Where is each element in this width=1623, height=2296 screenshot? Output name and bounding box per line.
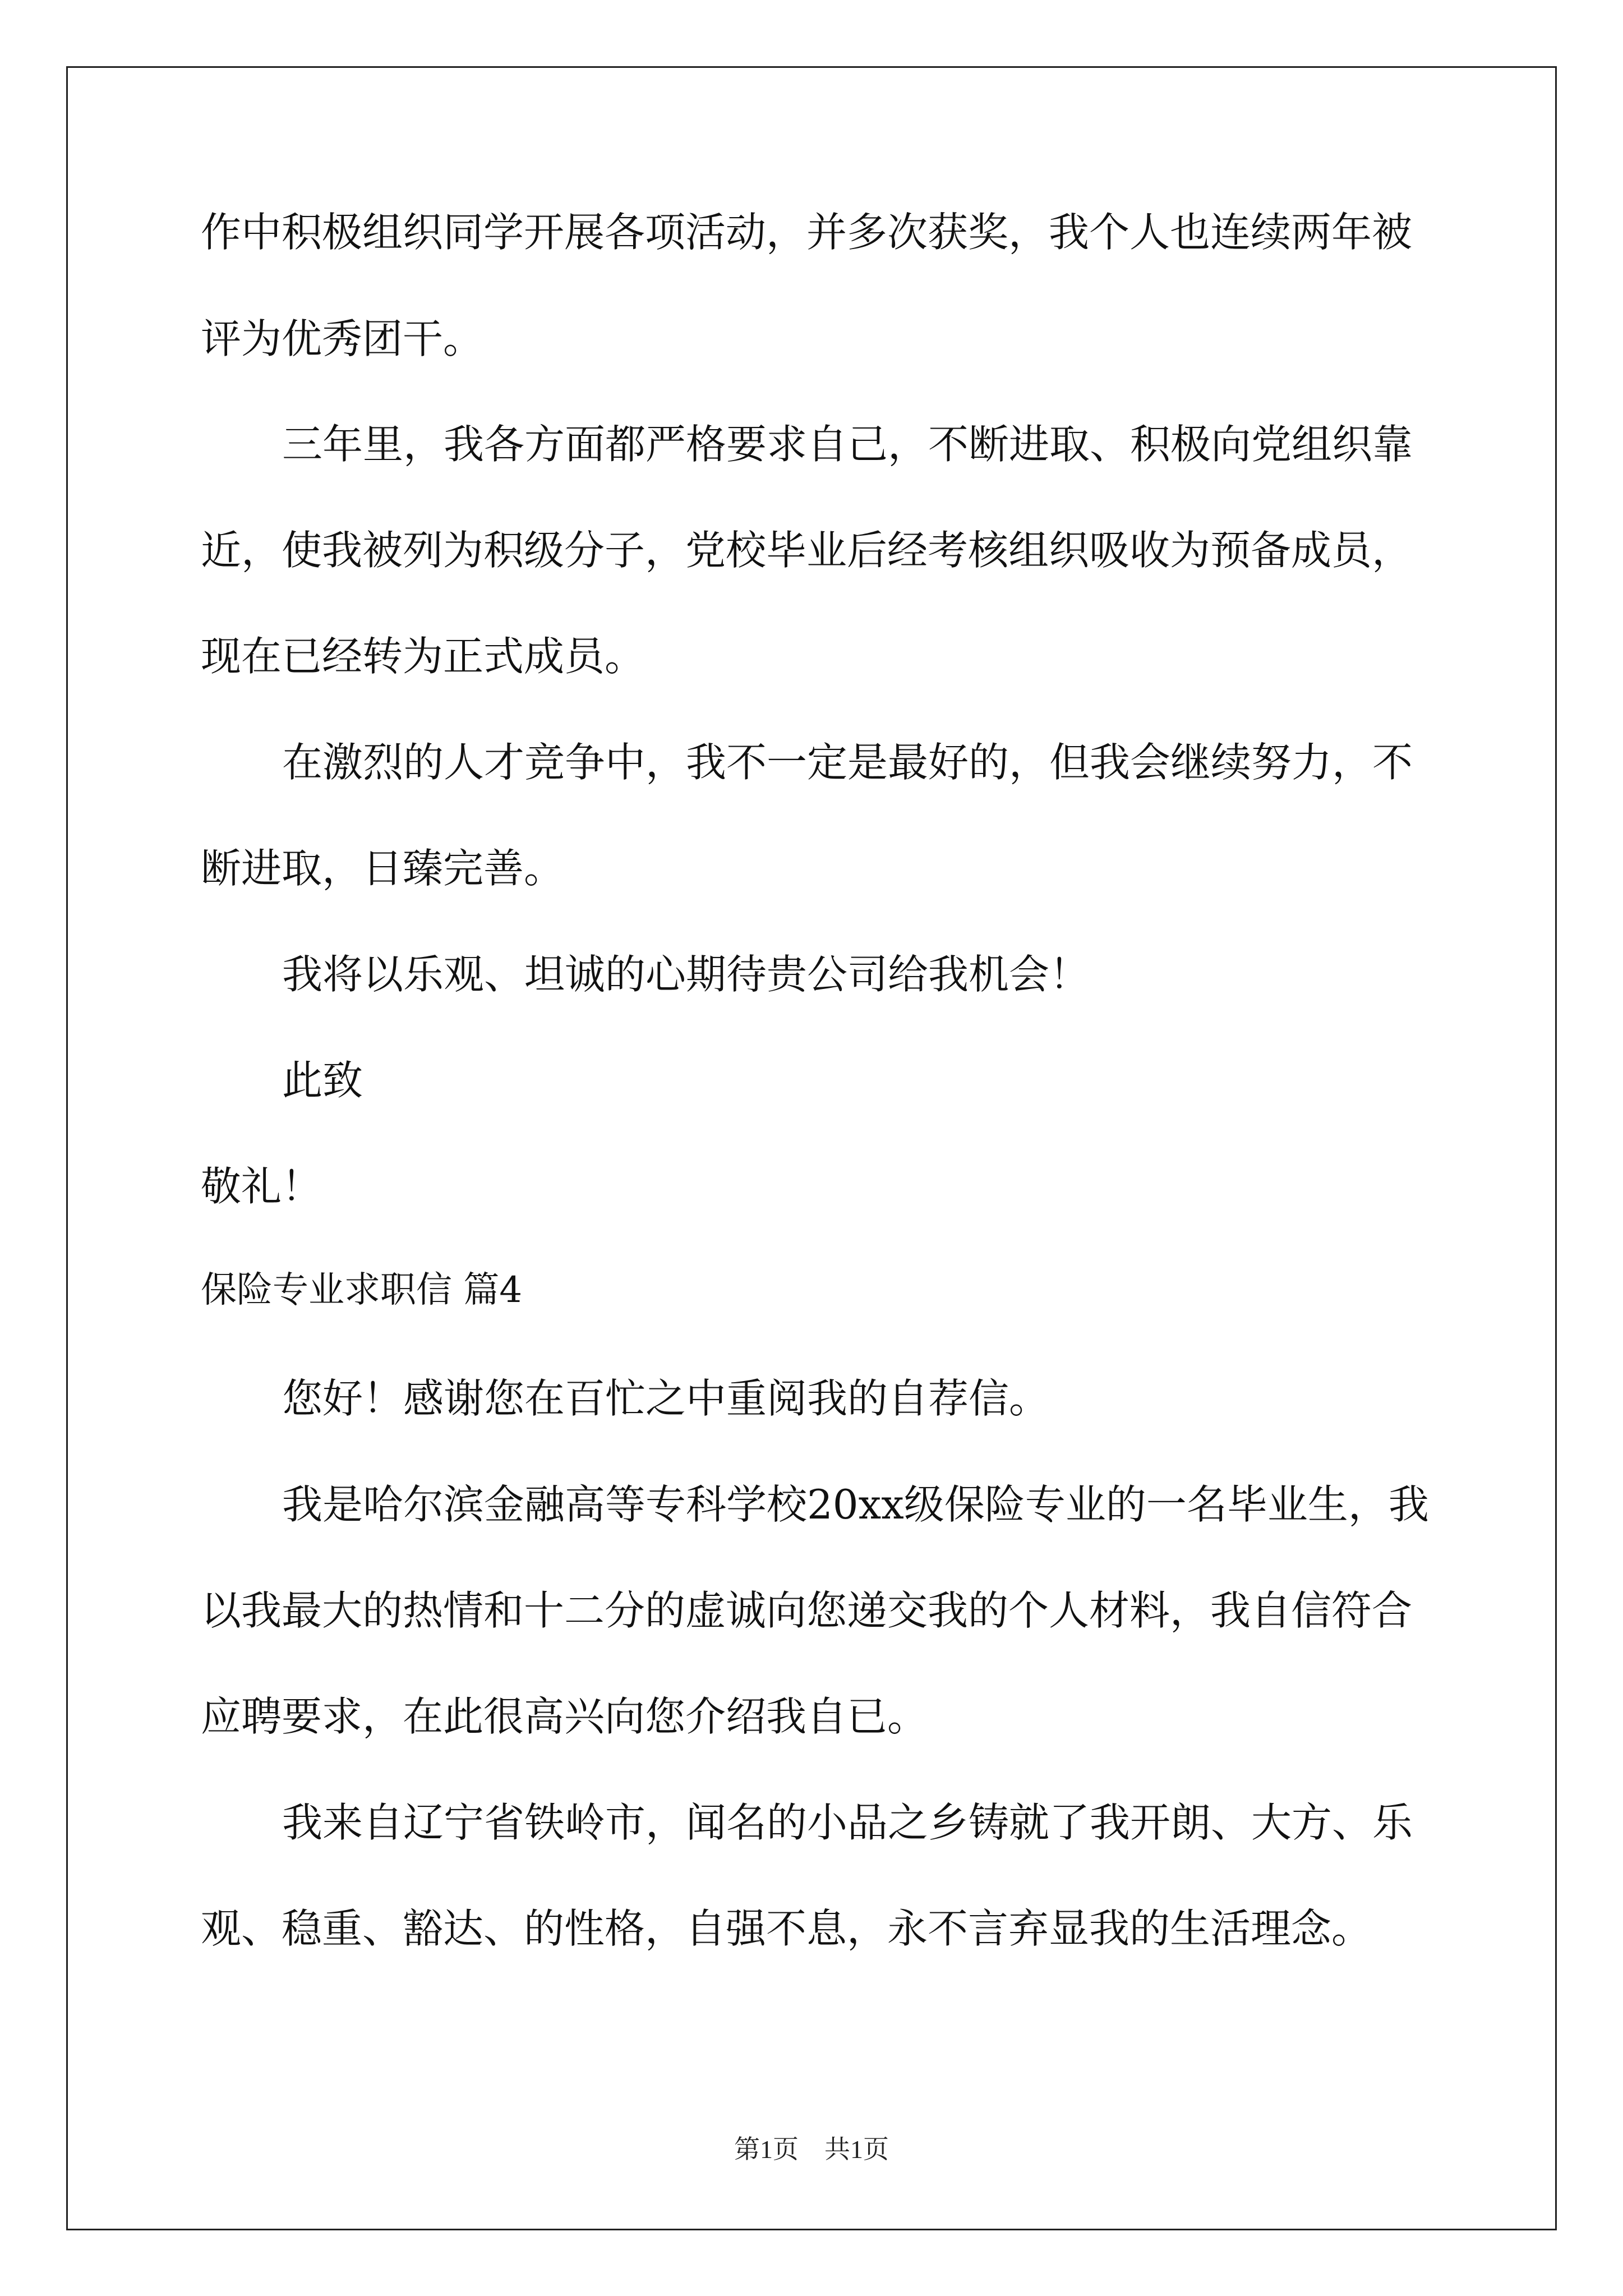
paragraph-start: 我将以乐观、坦诚的心期待贵公司给我机会！ xyxy=(282,951,1090,998)
text-line: 现在已经转为正式成员。 xyxy=(201,633,645,680)
paragraph-start: 在激烈的人才竞争中，我不一定是最好的，但我会继续努力，不 xyxy=(282,739,1413,786)
page-footer: 第1页 共1页 xyxy=(734,2135,889,2164)
paragraph-start: 我是哈尔滨金融高等专科学校20xx级保险专业的一名毕业生，我 xyxy=(282,1481,1429,1528)
text-line: 应聘要求，在此很高兴向您介绍我自已。 xyxy=(201,1693,928,1740)
section-title: 保险专业求职信 篇4 xyxy=(201,1269,523,1311)
text-line: 以我最大的热情和十二分的虚诚向您递交我的个人材料，我自信符合 xyxy=(201,1587,1413,1634)
closing-regards: 敬礼！ xyxy=(201,1163,322,1210)
paragraph-start: 您好！感谢您在百忙之中重阅我的自荐信。 xyxy=(282,1375,1050,1422)
text-line: 近，使我被列为积级分子，党校毕业后经考核组织吸收为预备成员， xyxy=(201,527,1413,574)
text-line: 断进取，日臻完善。 xyxy=(201,845,565,892)
text-line: 作中积极组织同学开展各项活动，并多次获奖，我个人也连续两年被 xyxy=(201,209,1413,256)
text-line: 评为优秀团干。 xyxy=(201,315,484,362)
paragraph-start: 我来自辽宁省铁岭市，闻名的小品之乡铸就了我开朗、大方、乐 xyxy=(282,1799,1413,1846)
text-line: 观、稳重、豁达、的性格，自强不息，永不言弃显我的生活理念。 xyxy=(201,1905,1372,1952)
paragraph-start: 三年里，我各方面都严格要求自己，不断进取、积极向党组织靠 xyxy=(282,421,1413,468)
closing-salutation: 此致 xyxy=(282,1057,363,1104)
